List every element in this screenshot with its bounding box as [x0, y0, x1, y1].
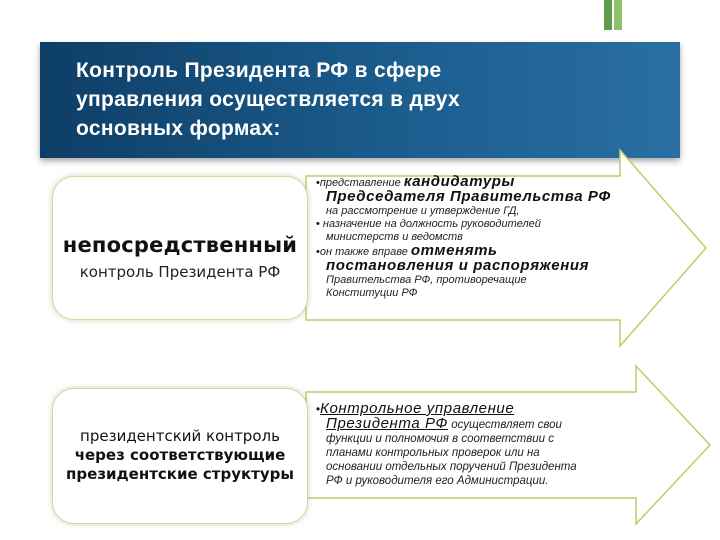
slide-title: Контроль Президента РФ в сфере управления осуществляется в двух основных формах: [76, 59, 461, 140]
detail-text: РФ и руководителя его Администрации. [326, 475, 549, 487]
detail-emphasis: кандидатуры [403, 173, 515, 190]
bullet-icon: • [316, 404, 321, 416]
detail-text: на рассмотрение и утверждение ГД, [326, 205, 520, 217]
bullet-icon: • [316, 246, 320, 258]
structures-line-2: через соответствующие [74, 446, 286, 464]
detail-text: планами контрольных проверок или на [326, 447, 540, 459]
detail-emphasis: Контрольное управление [320, 400, 515, 417]
structures-line-3: президентские структуры [66, 465, 294, 483]
detail-text: назначение на должность руководителей [322, 218, 541, 230]
bullet-icon: • [316, 218, 320, 230]
detail-text: функции и полномочия в соответствии с [326, 433, 555, 445]
direct-control-subtitle: контроль Президента РФ [79, 263, 281, 281]
bullet-icon: • [316, 177, 320, 189]
direct-control-title: непосредственный [62, 233, 298, 257]
detail-text: министерств и ведомств [326, 231, 463, 243]
detail-text: осуществляет свои [448, 419, 562, 431]
structures-line-1: президентский контроль [80, 427, 280, 445]
direct-control-box [52, 176, 308, 320]
detail-emphasis: отменять [410, 242, 498, 259]
detail-emphasis: Председателя Правительства РФ [326, 188, 611, 205]
structures-details [316, 402, 646, 488]
detail-text: Правительства РФ, противоречащие [326, 274, 527, 286]
detail-emphasis: Президента РФ [326, 415, 448, 432]
detail-emphasis: постановления и распоряжения [326, 257, 590, 274]
presidential-structures-box [52, 388, 308, 524]
detail-text: Конституции РФ [326, 287, 418, 299]
detail-text: основании отдельных поручений Президента [326, 461, 577, 473]
detail-text: представление [319, 177, 401, 189]
direct-control-details [316, 175, 636, 300]
detail-text: он также вправе [319, 246, 408, 258]
